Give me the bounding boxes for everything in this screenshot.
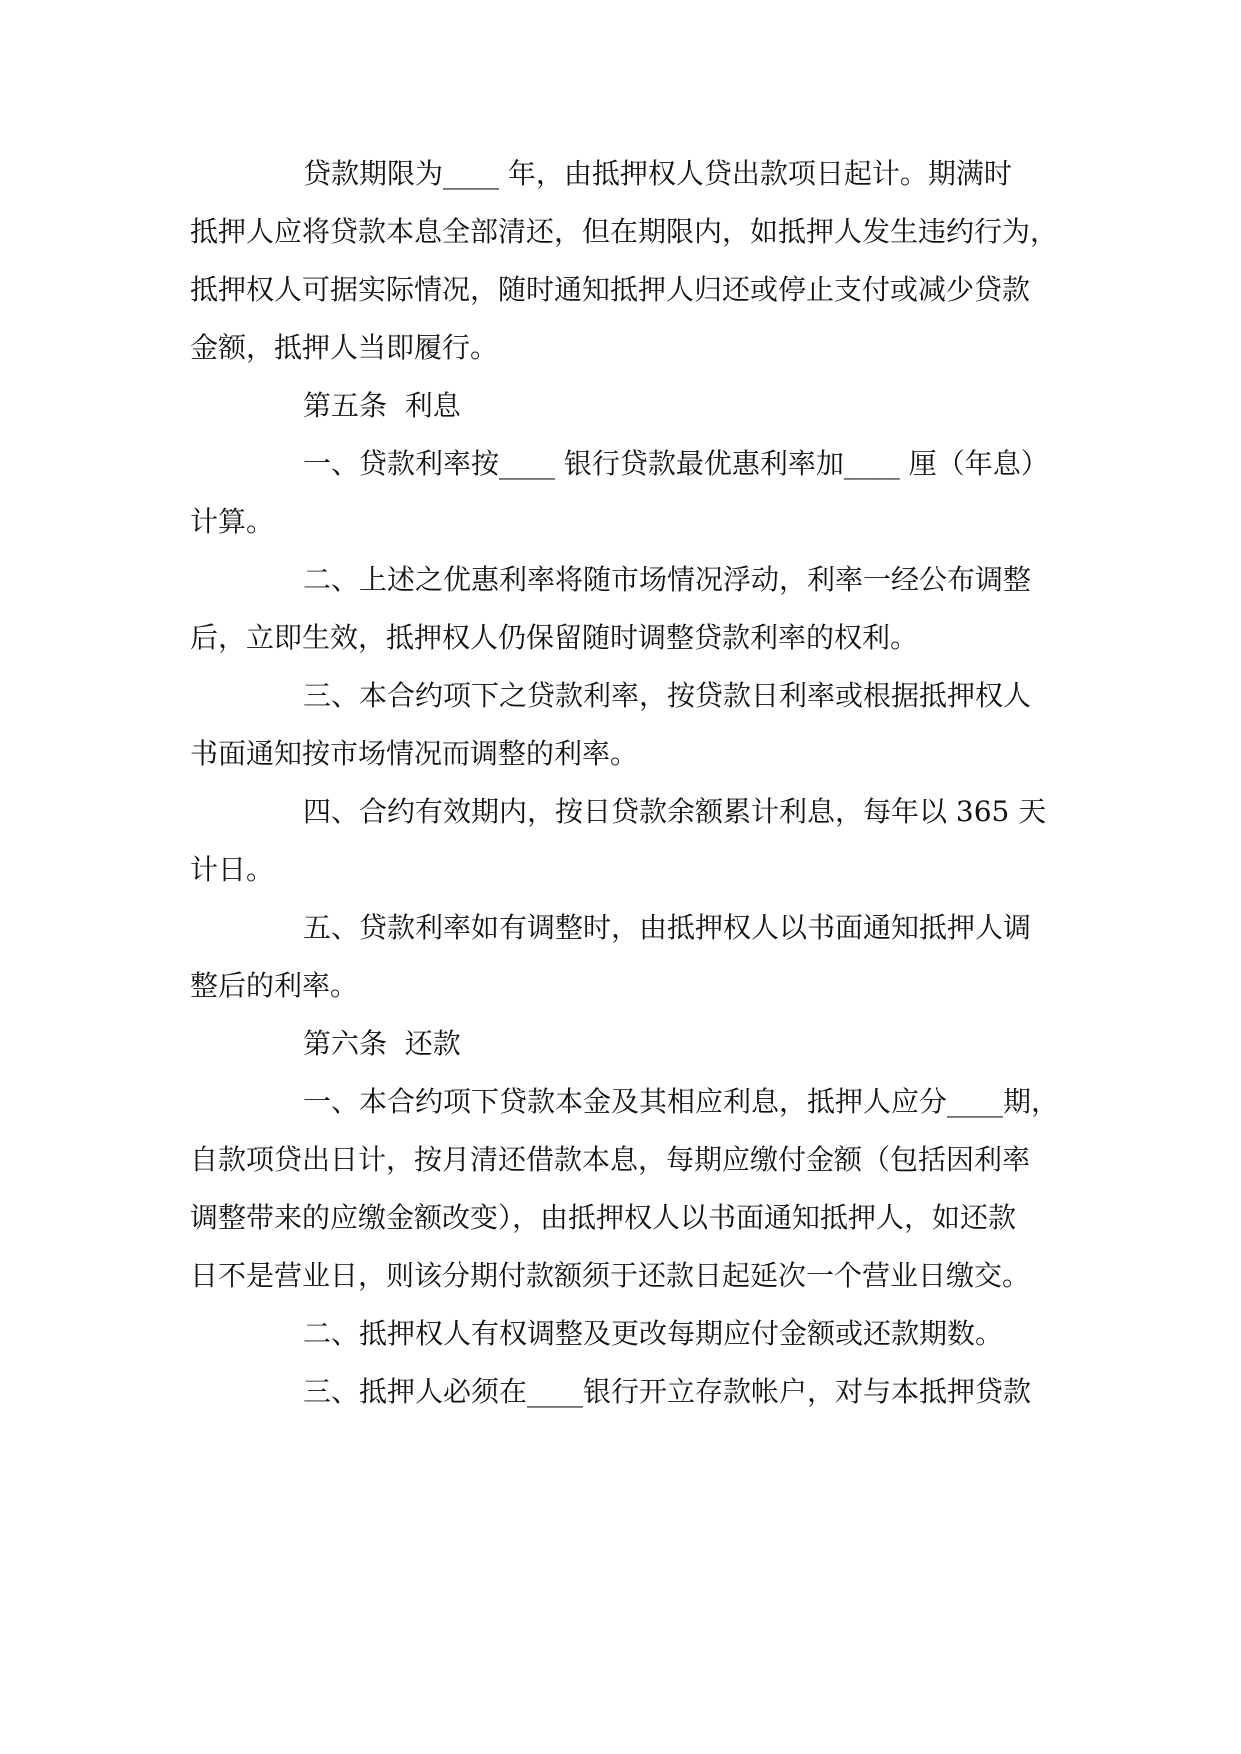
paragraph-line: 计日。: [190, 853, 275, 886]
paragraph-line: 抵押权人可据实际情况，随时通知抵押人归还或停止支付或减少贷款: [190, 273, 1031, 306]
paragraph-line: 一、本合约项下贷款本金及其相应利息，抵押人应分____期，: [303, 1085, 1060, 1118]
paragraph-line: 后，立即生效，抵押权人仍保留随时调整贷款利率的权利。: [190, 621, 919, 654]
paragraph-line: 三、本合约项下之贷款利率，按贷款日利率或根据抵押权人: [303, 679, 1032, 712]
paragraph-line: 二、上述之优惠利率将随市场情况浮动，利率一经公布调整: [303, 563, 1032, 596]
paragraph-line: 整后的利率。: [190, 969, 359, 1002]
paragraph-line: 日不是营业日，则该分期付款额须于还款日起延次一个营业日缴交。: [190, 1259, 1031, 1292]
paragraph-line: 三、抵押人必须在____银行开立存款帐户，对与本抵押贷款: [303, 1375, 1032, 1408]
section-heading: 第五条 利息: [303, 389, 461, 422]
paragraph-line: 抵押人应将贷款本息全部清还，但在期限内，如抵押人发生违约行为，: [190, 215, 1059, 248]
paragraph-line: 自款项贷出日计，按月清还借款本息，每期应缴付金额（包括因利率: [190, 1143, 1031, 1176]
paragraph-line: 贷款期限为____ 年，由抵押权人贷出款项日起计。期满时: [303, 157, 1012, 190]
paragraph-line: 计算。: [190, 505, 275, 538]
paragraph-line: 金额，抵押人当即履行。: [190, 331, 499, 364]
paragraph-line: 四、合约有效期内，按日贷款余额累计利息，每年以 365 天: [303, 795, 1047, 828]
paragraph-line: 书面通知按市场情况而调整的利率。: [190, 737, 639, 770]
paragraph-line: 二、抵押权人有权调整及更改每期应付金额或还款期数。: [303, 1317, 1004, 1350]
paragraph-line: 调整带来的应缴金额改变），由抵押权人以书面通知抵押人，如还款: [190, 1201, 1017, 1234]
paragraph-line: 一、贷款利率按____ 银行贷款最优惠利率加____ 厘（年息）: [303, 447, 1049, 480]
section-heading: 第六条 还款: [303, 1027, 461, 1060]
paragraph-line: 五、贷款利率如有调整时，由抵押权人以书面通知抵押人调: [303, 911, 1032, 944]
